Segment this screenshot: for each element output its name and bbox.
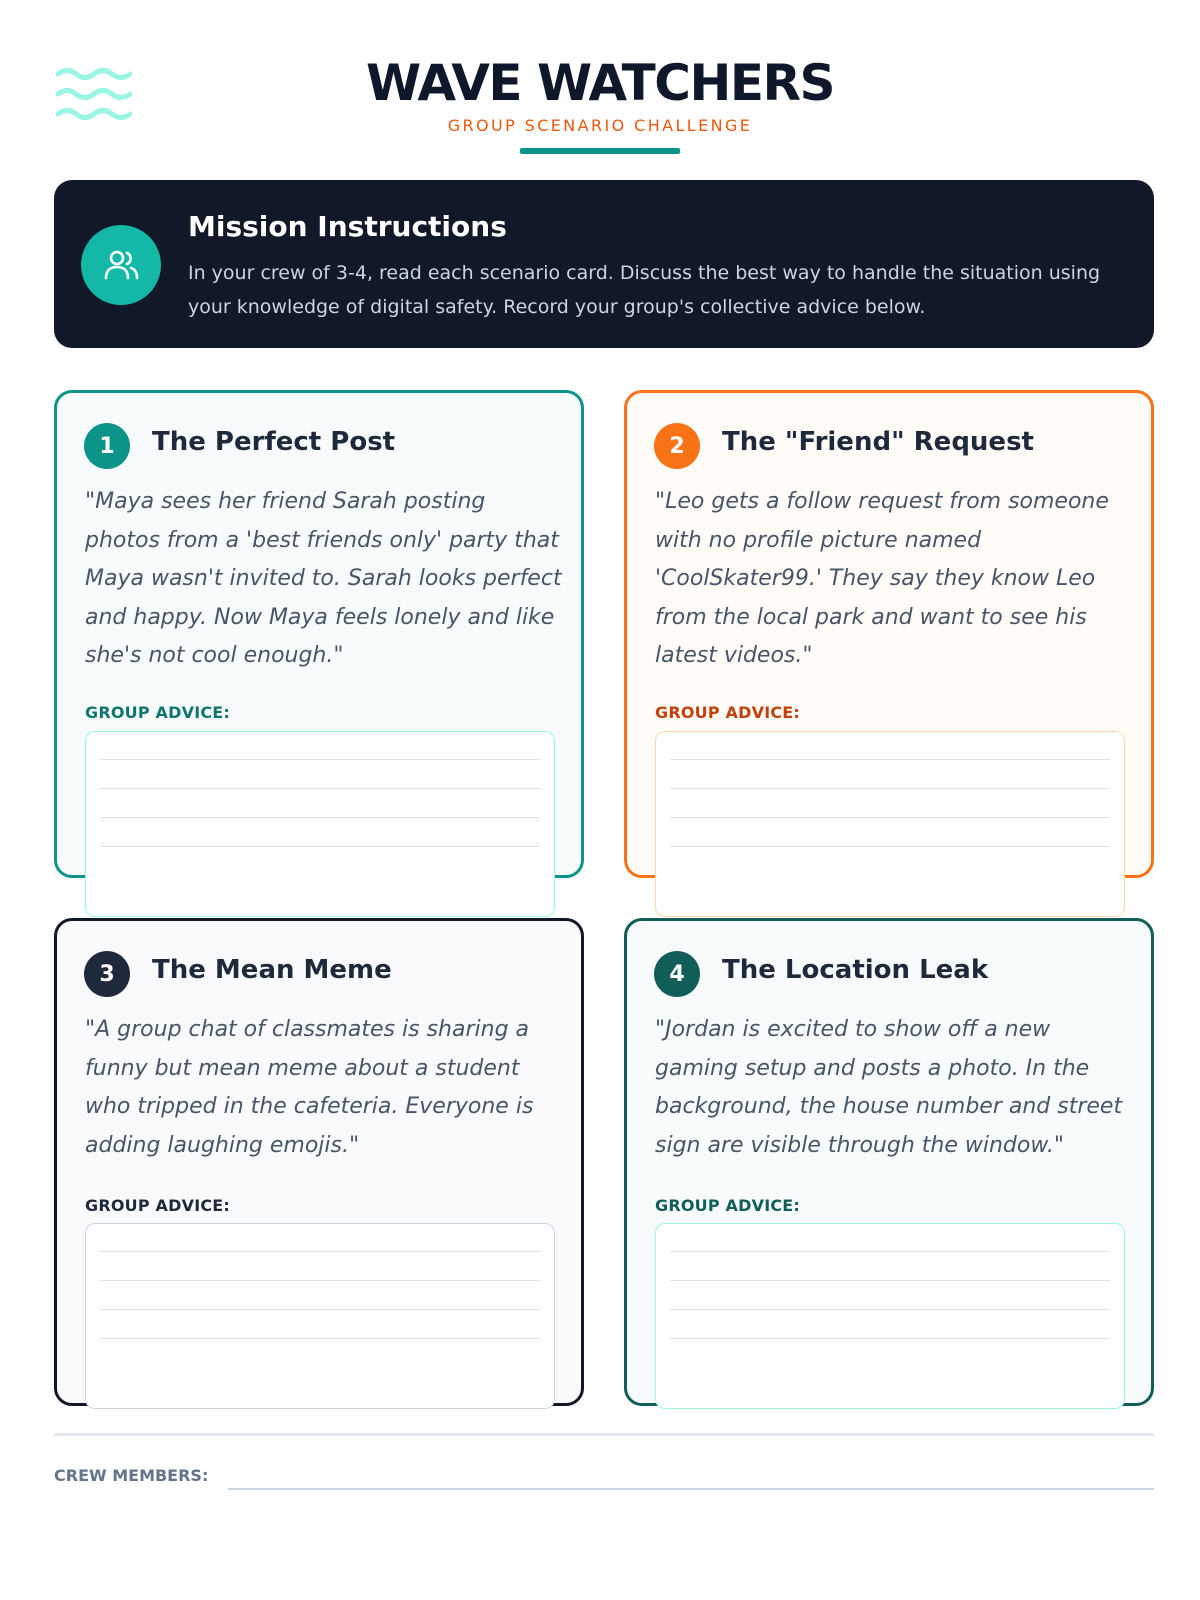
card-title: The Location Leak xyxy=(722,955,989,985)
group-advice-label: GROUP ADVICE: xyxy=(85,1196,231,1215)
mission-title: Mission Instructions xyxy=(188,210,507,243)
header xyxy=(0,52,1200,154)
mission-instructions-panel xyxy=(54,180,1154,348)
group-advice-label: GROUP ADVICE: xyxy=(655,1196,801,1215)
card-title: The Mean Meme xyxy=(152,955,392,985)
crew-members-field[interactable] xyxy=(228,1488,1154,1490)
group-advice-field[interactable] xyxy=(655,1223,1125,1409)
card-title: The "Friend" Request xyxy=(722,427,1034,457)
page-title: WAVE WATCHERS xyxy=(366,54,834,112)
crew-members-label: CREW MEMBERS: xyxy=(54,1466,209,1485)
group-advice-label: GROUP ADVICE: xyxy=(655,703,801,722)
scenario-card-3 xyxy=(54,918,584,1406)
scenario-text: "Leo gets a follow request from someone with no profile picture named 'CoolSkater99.' They say they know Leo from the local park and want to see his latest videos." xyxy=(655,489,1109,668)
card-number-badge: 4 xyxy=(654,951,700,997)
card-number-badge: 1 xyxy=(84,423,130,469)
group-advice-field[interactable] xyxy=(85,1223,555,1409)
card-title: The Perfect Post xyxy=(152,427,396,457)
page-subtitle: GROUP SCENARIO CHALLENGE xyxy=(447,116,753,135)
card-number-badge: 2 xyxy=(654,423,700,469)
scenario-card-1 xyxy=(54,390,584,878)
users-icon xyxy=(81,225,161,305)
footer-divider xyxy=(54,1433,1154,1436)
scenario-text: "Maya sees her friend Sarah posting photos from a 'best friends only' party that Maya wasn't invited to. Sarah looks perfect and happy. Now Maya feels lonely and like she's not cool enough." xyxy=(85,489,562,668)
mission-text: In your crew of 3-4, read each scenario card. Discuss the best way to handle the situation using your knowledge of digital safety. Record your group's collective advice below. xyxy=(188,262,1101,318)
group-advice-field[interactable] xyxy=(655,731,1125,917)
group-advice-field[interactable] xyxy=(85,731,555,917)
card-number-badge: 3 xyxy=(84,951,130,997)
scenario-text: "Jordan is excited to show off a new gaming setup and posts a photo. In the background, the house number and street sign are visible through the window." xyxy=(655,1017,1123,1158)
title-underline xyxy=(520,148,680,154)
scenario-text: "A group chat of classmates is sharing a funny but mean meme about a student who tripped in the cafeteria. Everyone is adding laughing emojis." xyxy=(85,1017,534,1158)
scenario-card-4 xyxy=(624,918,1154,1406)
group-advice-label: GROUP ADVICE: xyxy=(85,703,231,722)
scenario-card-2 xyxy=(624,390,1154,878)
